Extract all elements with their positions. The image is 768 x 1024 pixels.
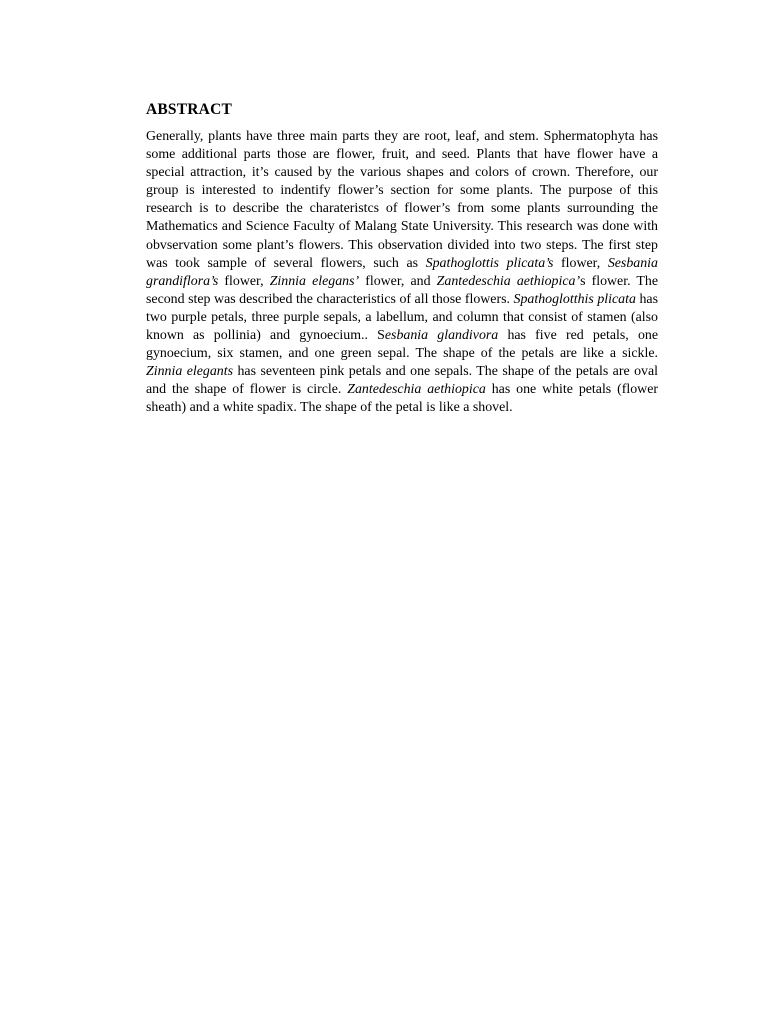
species-name: esbania glandivora — [384, 328, 499, 344]
abstract-text: s flower. The second step was described the characteristics of all those flowers. — [146, 273, 658, 307]
abstract-text: flower, — [553, 255, 608, 271]
species-name: Spathoglotthis plicata — [513, 291, 636, 307]
abstract-text: has five red petals, one gynoecium, six stamen, and one green sepal. The shape of the petals are like a sickle. — [146, 328, 658, 362]
abstract-paragraph — [146, 128, 658, 418]
species-name: Spathoglottis plicata’s — [425, 255, 554, 271]
species-name: Zinnia elegants — [146, 364, 234, 380]
species-name: Zantedeschia aethiopica — [347, 382, 486, 398]
abstract-text: has two purple petals, three purple sepals, a labellum, and column that consist of stamen (also known as pollinia) and gynoecium.. S — [146, 291, 658, 344]
abstract-text: flower, and — [359, 273, 437, 289]
species-name: Zinnia elegans’ — [269, 273, 360, 289]
abstract-text: flower, — [218, 273, 270, 289]
abstract-text: has one white petals (flower sheath) and a white spadix. The shape of the petal is like a shovel. — [146, 382, 658, 416]
abstract-text: Generally, plants have three main parts they are root, leaf, and stem. Sphermatophyta has some additional parts those are flower, fruit, and seed. Plants that have flower have a special attraction, it’s caused by the various shapes and colors of crown. Therefore, our group is interested to indentify flower’s section for some plants. The purpose of this research is to describe the charateristcs of flower’s from some plants surrounding the Mathematics and Science Faculty of Malang State University. This research was done with obvservation some plant’s flowers. This observation divided into two steps. The first step was took sample of several flowers, such as — [146, 129, 658, 271]
abstract-heading: ABSTRACT — [146, 101, 233, 118]
abstract-text: has seventeen pink petals and one sepals. The shape of the petals are oval and the shape of flower is circle. — [146, 364, 659, 398]
species-name: Zantedeschia aethiopica’ — [436, 273, 581, 289]
species-name: Sesbania grandiflora’s — [146, 255, 658, 289]
